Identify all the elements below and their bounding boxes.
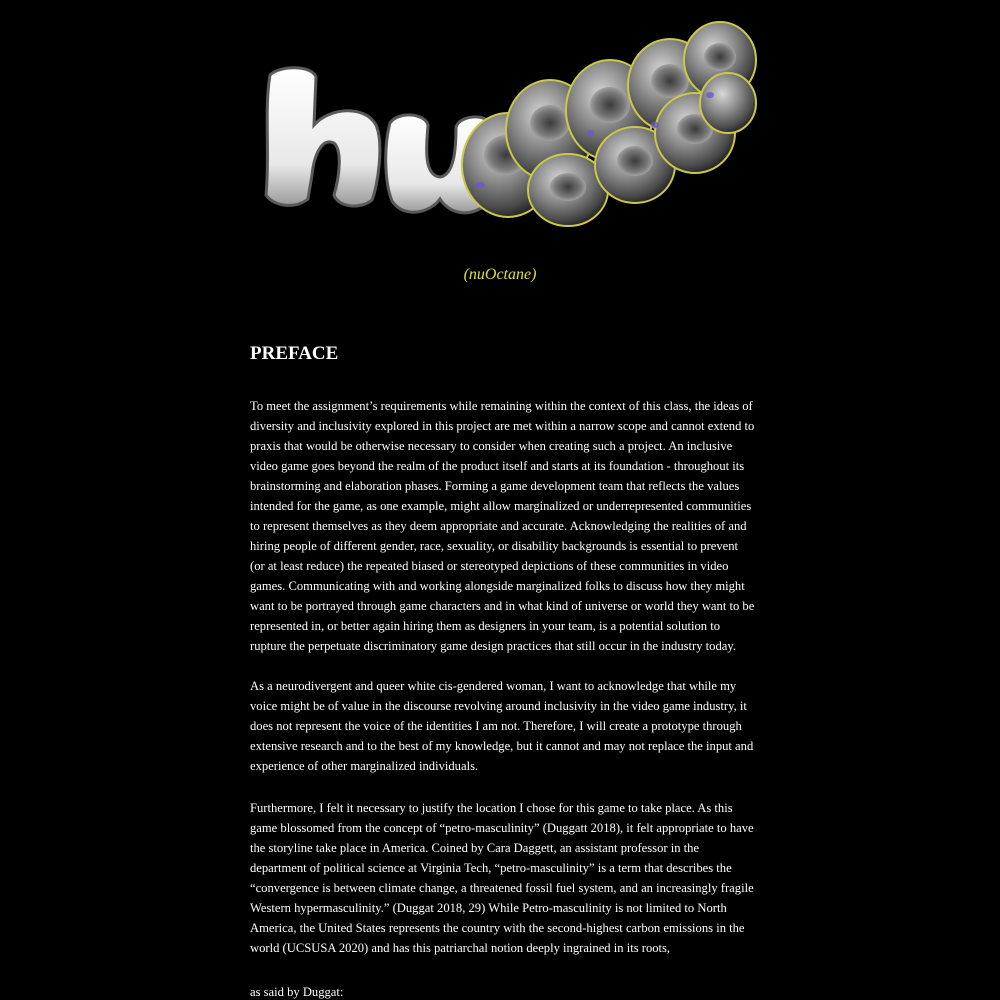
- logo-chrome-blobs: [462, 22, 756, 226]
- site-logo: [250, 15, 760, 245]
- preface-paragraph-2: As a neurodivergent and queer white cis-gendered woman, I want to acknowledge that while my voice might be of value in the discourse revolving around inclusivity in the video game industry, it does not represent the voice of the identities I am not. Therefore, I will create a prototype through extensive research and to the best of my knowledge, but it cannot and may not replace the input and experience of other marginalized individuals.: [250, 679, 754, 773]
- preface-paragraph-4: as said by Duggat:: [250, 985, 344, 999]
- logo-letter-h: [266, 68, 380, 206]
- preface-paragraph-1: To meet the assignment’s requirements while remaining within the context of this class, the ideas of diversity and inclusivity explored in this project are met within a narrow scope and cannot extend to praxis that would be otherwise necessary to consider when creating such a project. An inclusive video game goes beyond the realm of the product itself and starts at its foundation - throughout its brainstorming and elaboration phases. Forming a game development team that reflects the values intended for the game, as one example, might allow marginalized or underrepresented communities to represent themselves as they deem appropriate and accurate. Acknowledging the realities of and hiring people of different gender, race, sexuality, or disability backgrounds is essential to prevent (or at least reduce) the repeated biased or stereotyped depictions of these communities in video games. Communicating with and working alongside marginalized folks to discuss how they might want to be portrayed through game characters and in what kind of universe or world they want to be represented in, or better again hiring them as designers in your team, is a potential solution to rupture the perpetuate discriminatory game design practices that still occur in the industry today.: [250, 399, 755, 653]
- preface-paragraph-3: Furthermore, I felt it necessary to justify the location I chose for this game to take place. As this game blossomed from the concept of “petro-masculinity” (Duggatt 2018), it felt appropriate to have the storyline take place in America. Coined by Cara Daggett, an assistant professor in the department of political science at Virginia Tech, “petro-masculinity” is a term that describes the “convergence is between climate change, a threatened fossil fuel system, and an increasingly fragile Western hypermasculinity.” (Duggat 2018, 29) While Petro-masculinity is not limited to North America, the United States represents the country with the second-highest carbon emissions in the world (UCSUSA 2020) and has this patriarchal notion deeply ingrained in its roots,: [250, 801, 754, 955]
- nuoctane-logo-graphic: [250, 15, 760, 245]
- page-title: PREFACE: [250, 343, 339, 364]
- logo-subtitle: (nuOctane): [463, 266, 537, 283]
- main-content: [250, 340, 755, 1000]
